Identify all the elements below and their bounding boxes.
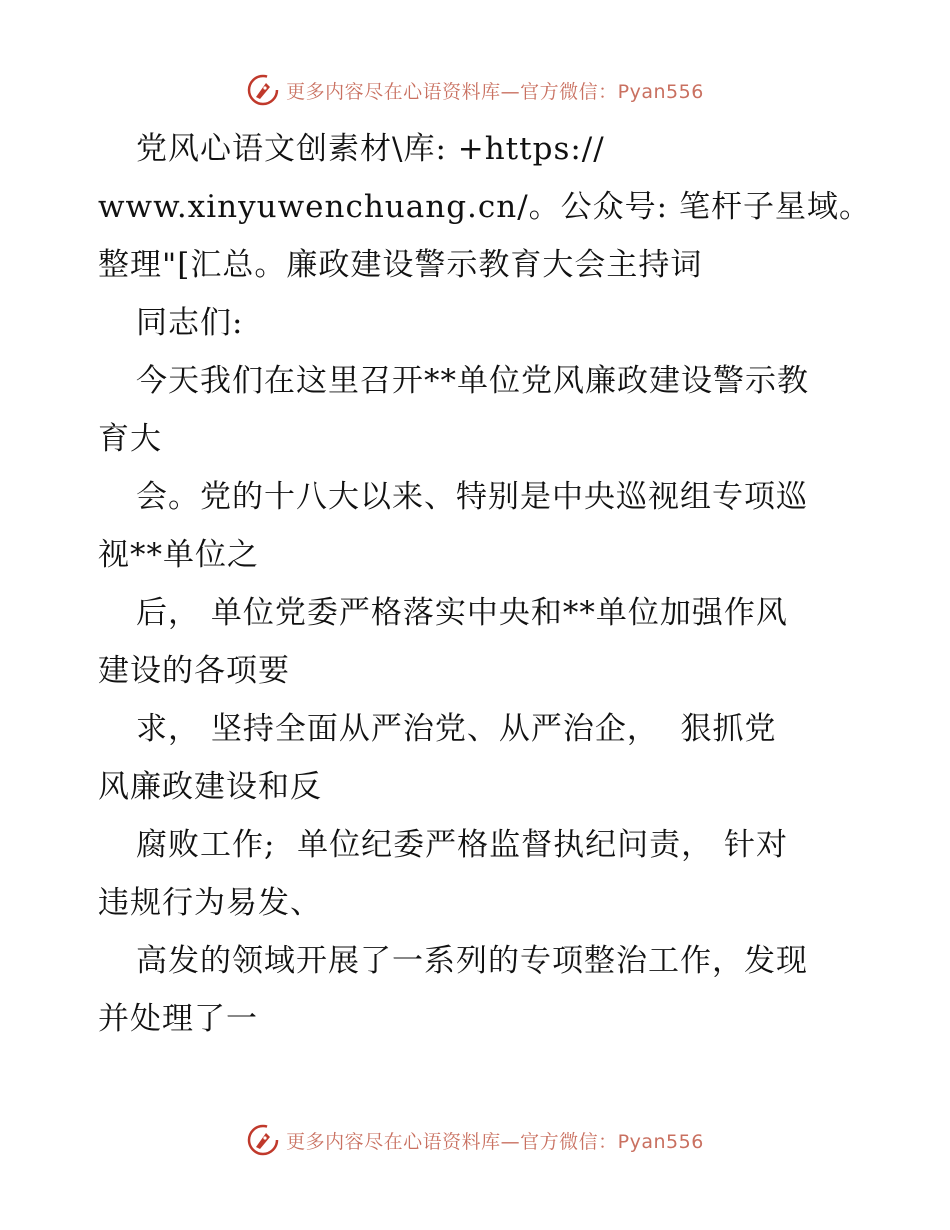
document-body <box>98 120 871 1048</box>
text-line: 建设的各项要 <box>98 653 290 689</box>
pen-nib-circle-icon <box>246 73 280 107</box>
text-line: 后， 单位党委严格落实中央和**单位加强作风 <box>136 595 788 631</box>
text-line: 违规行为易发、 <box>98 885 322 921</box>
text-line: 并处理了一 <box>98 1001 258 1037</box>
header-watermark <box>0 70 950 110</box>
footer-watermark <box>0 1120 950 1160</box>
text-line: 腐败工作; 单位纪委严格监督执纪问责， 针对 <box>136 827 789 863</box>
text-line: 视**单位之 <box>98 537 259 573</box>
text-line: www.xinyuwenchuang.cn/。公众号: 笔杆子星域。 <box>98 189 871 225</box>
text-line: 高发的领域开展了一系列的专项整治工作，发现 <box>136 943 808 979</box>
text-line: 求， 坚持全面从严治党、从严治企， 狠抓党 <box>136 711 777 747</box>
text-line: 会。党的十八大以来、特别是中央巡视组专项巡 <box>136 479 808 515</box>
text-line: 风廉政建设和反 <box>98 769 322 805</box>
text-line: 党风心语文创素材\库: +https:// <box>136 131 605 167</box>
watermark-text: 更多内容尽在心语资料库—官方微信：Pyan556 <box>286 80 704 103</box>
text-line: 今天我们在这里召开**单位党风廉政建设警示教 <box>136 363 809 399</box>
watermark-text: 更多内容尽在心语资料库—官方微信：Pyan556 <box>286 1130 704 1153</box>
text-line: 整理"[汇总。廉政建设警示教育大会主持词 <box>98 247 703 283</box>
pen-nib-circle-icon <box>246 1123 280 1157</box>
text-line: 育大 <box>98 421 162 457</box>
text-line: 同志们: <box>136 305 244 341</box>
